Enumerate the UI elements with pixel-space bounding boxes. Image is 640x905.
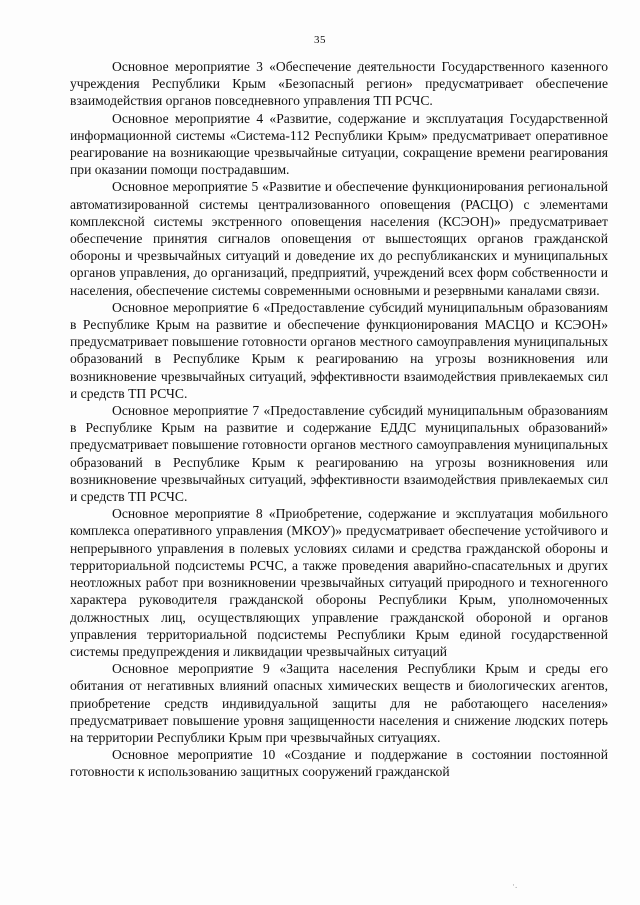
scan-speck: ·. (512, 880, 518, 890)
document-body (70, 58, 608, 781)
paragraph-measure-4: Основное мероприятие 4 «Развитие, содержание и эксплуатация Государственной информационной системы «Система-112 Республики Крым» предусматривает оперативное реагирование на возникающие чрезвычайные ситуации, сокращение времени реагирования при оказании помощи пострадавшим. (70, 110, 608, 178)
page-number: 35 (314, 34, 326, 46)
paragraph-measure-8: Основное мероприятие 8 «Приобретение, содержание и эксплуатация мобильного комплекса оперативного управления (МКОУ)» предусматривает обеспечение устойчивого и непрерывного управления в полевых условиях силами и средства гражданской обороны и территориальной подсистемы РСЧС, а также проведения аварийно-спасательных и других неотложных работ при возникновении чрезвычайных ситуаций природного и техногенного характера руководителя гражданской обороны Республики Крым, уполномоченных должностных лиц, осуществляющих управление гражданской обороной и органов управления территориальной подсистемы Республики Крым единой государственной системы предупреждения и ликвидации чрезвычайных ситуаций (70, 506, 608, 659)
paragraph-measure-6: Основное мероприятие 6 «Предоставление субсидий муниципальным образованиям в Республике Крым на развитие и обеспечение функционирования МАСЦО и КСЭОН» предусматривает повышение готовности органов местного самоуправления муниципальных образований в Республике Крым к реагированию на угрозы возникновения или возникновение чрезвычайных ситуаций, эффективности взаимодействия привлекаемых сил и средств ТП РСЧС. (70, 299, 608, 401)
paragraph-measure-3: Основное мероприятие 3 «Обеспечение деятельности Государственного казенного учреждения Республики Крым «Безопасный регион» предусматривает обеспечение взаимодействия органов повседневного управления ТП РСЧС. (70, 59, 608, 109)
paragraph-measure-5: Основное мероприятие 5 «Развитие и обеспечение функционирования региональной автоматизированной системы централизованного оповещения (РАСЦО) с элементами комплексной системы экстренного оповещения населения (КСЭОН)» предусматривает обеспечение принятия сигналов оповещения от вышестоящих органов гражданской обороны и чрезвычайных ситуаций и доведение их до республиканских и муниципальных органов управления, до организаций, предприятий, учреждений всех форм собственности и населения, обеспечение системы современными основными и резервными каналами связи. (70, 179, 608, 298)
paragraph-measure-7: Основное мероприятие 7 «Предоставление субсидий муниципальным образованиям в Республике Крым на развитие и содержание ЕДДС муниципальных образований» предусматривает повышение готовности органов местного самоуправления муниципальных образований в Республике Крым к реагированию на угрозы возникновения или возникновение чрезвычайных ситуаций, эффективности взаимодействия привлекаемых сил и средств ТП РСЧС. (70, 403, 608, 505)
paragraph-measure-10: Основное мероприятие 10 «Создание и поддержание в состоянии постоянной готовности к использованию защитных сооружений гражданской (70, 747, 608, 780)
paragraph-measure-9: Основное мероприятие 9 «Защита населения Республики Крым и среды его обитания от негативных влияний опасных химических веществ и биологических агентов, приобретение средств индивидуальной защиты для не работающего населения» предусматривает повышение уровня защищенности населения и снижение людских потерь на территории Республики Крым при чрезвычайных ситуациях. (70, 661, 608, 745)
